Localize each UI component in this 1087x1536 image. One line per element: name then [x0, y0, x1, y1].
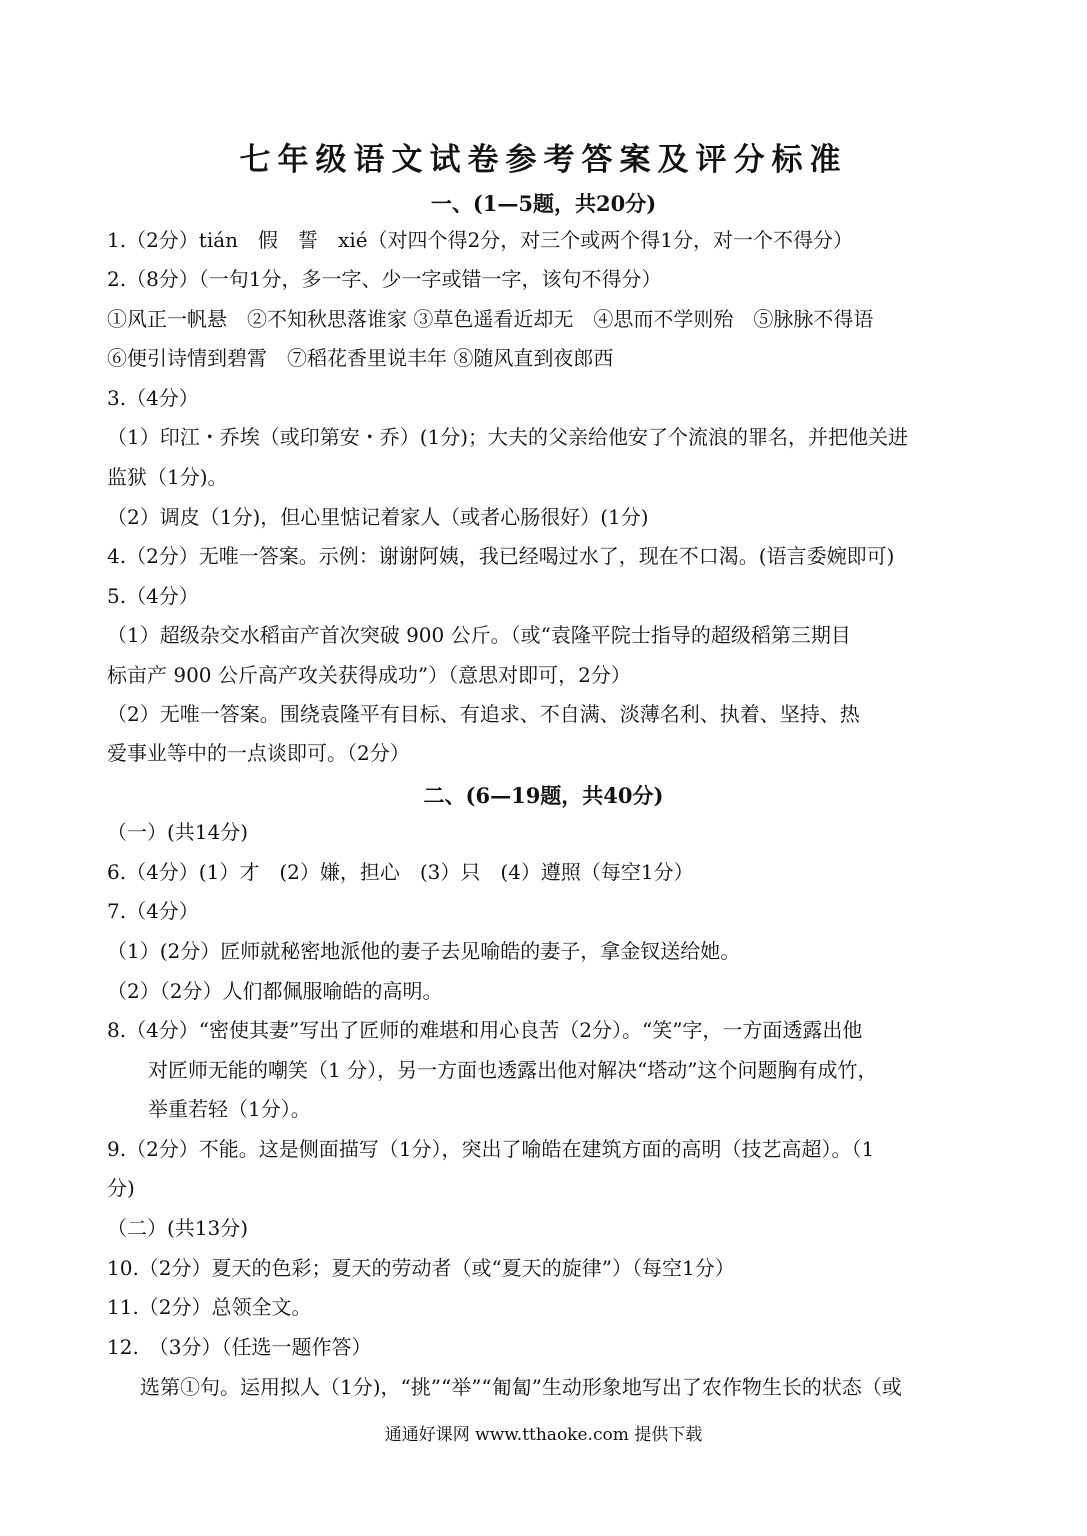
answer-line: 5.（4分） [107, 584, 199, 608]
answer-line: 9.（2分）不能。这是侧面描写（1分），突出了喻皓在建筑方面的高明（技艺高超）。（1 [107, 1137, 875, 1161]
answer-line: 3.（4分） [107, 386, 199, 410]
answer-line: 对匠师无能的嘲笑（1 分），另一方面也透露出他对解决“塔动”这个问题胸有成竹， [148, 1058, 878, 1082]
answer-line: 2.（8分）（一句1分，多一字、少一字或错一字，该句不得分） [107, 267, 662, 291]
answer-line: （一）(共14分) [107, 820, 249, 844]
page-title: 七年级语文试卷参考答案及评分标准 [239, 142, 848, 178]
answer-line: （2）无唯一答案。围绕袁隆平有目标、有追求、不自满、淡薄名利、执着、坚持、热 [107, 702, 860, 726]
answer-line: 6.（4分）(1）才 (2）嫌，担心 (3）只 (4）遵照（每空1分） [107, 860, 694, 884]
answer-line: （2）调皮（1分)，但心里惦记着家人（或者心肠很好）(1分) [107, 505, 649, 529]
answer-line: （2）（2分）人们都佩服喻皓的高明。 [107, 979, 443, 1003]
section-heading-1: 一、(1—5题，共20分) [430, 191, 657, 216]
answer-line: （1）印江・乔埃（或印第安・乔）(1分)；大夫的父亲给他安了个流浪的罪名，并把他关进 [107, 425, 909, 449]
answer-line: 8.（4分）“密使其妻”写出了匠师的难堪和用心良苦（2分）。“笑”字，一方面透露出他 [107, 1018, 863, 1042]
answer-line: ①风正一帆悬 ②不知秋思落谁家 ③草色遥看近却无 ④思而不学则殆 ⑤脉脉不得语 [107, 307, 874, 331]
answer-line: 1.（2分）tián 假 誓 xié（对四个得2分，对三个或两个得1分，对一个不得分） [107, 228, 854, 252]
answer-line: 举重若轻（1分）。 [148, 1097, 311, 1121]
page-footer: 通通好课网 www.tthaoke.com 提供下载 [384, 1425, 703, 1445]
answer-line: （1）超级杂交水稻亩产首次突破 900 公斤。（或“袁隆平院士指导的超级稻第三期目 [107, 623, 851, 647]
answer-line: 分) [107, 1176, 135, 1200]
answer-line: 4.（2分）无唯一答案。示例：谢谢阿姨，我已经喝过水了，现在不口渴。(语言委婉即可) [107, 544, 895, 568]
answer-line: 12. （3分）（任选一题作答） [107, 1335, 372, 1359]
answer-line: ⑥便引诗情到碧霄 ⑦稻花香里说丰年 ⑧随风直到夜郎西 [107, 346, 614, 370]
answer-line: 10.（2分）夏天的色彩；夏天的劳动者（或“夏天的旋律”）（每空1分） [107, 1256, 735, 1280]
answer-line: 11.（2分）总领全文。 [107, 1295, 312, 1319]
answer-line: 监狱（1分)。 [107, 465, 228, 489]
answer-line: （1）(2分）匠师就秘密地派他的妻子去见喻皓的妻子，拿金钗送给她。 [107, 939, 741, 963]
answer-line: 爱事业等中的一点谈即可。（2分） [107, 741, 410, 765]
answer-line: 标亩产 900 公斤高产攻关获得成功”）（意思对即可，2分） [107, 663, 631, 687]
answer-line: 7.（4分） [107, 899, 199, 923]
section-heading-2: 二、(6—19题，共40分) [423, 783, 664, 808]
answer-line: 选第①句。运用拟人（1分)，“挑”“举”“匍匐”生动形象地写出了农作物生长的状态（或 [140, 1375, 902, 1399]
answer-line: （二）(共13分) [107, 1216, 249, 1240]
